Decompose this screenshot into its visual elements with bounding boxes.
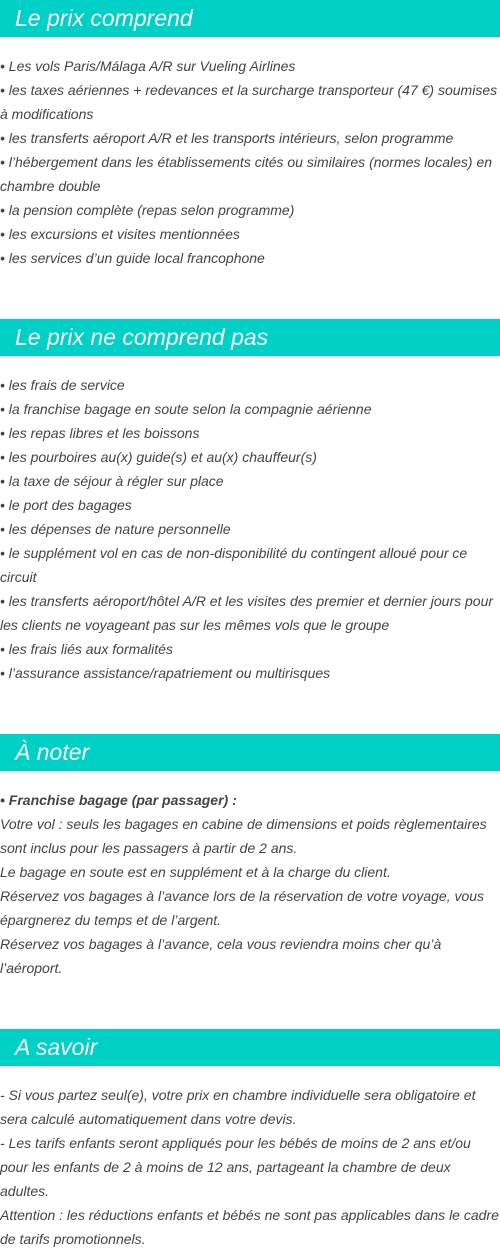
section-body-a-savoir: [0, 1083, 500, 1251]
list-item: • les transferts aéroport/hôtel A/R et les visites des premier et dernier jours pour les clients ne voyageant pas sur les mêmes vols que le groupe: [0, 593, 494, 633]
section-header-a-savoir: A savoir: [0, 1029, 500, 1066]
section-body-prix-ne-comprend-pas: [0, 373, 500, 685]
paragraph: Le bagage en soute est en supplément et à la charge du client.: [0, 864, 391, 880]
list-item: • les frais liés aux formalités: [0, 641, 173, 657]
section-body-a-noter: [0, 788, 500, 980]
franchise-bagage-heading: [0, 788, 500, 812]
list-item: • les frais de service: [0, 377, 125, 393]
list-item: • l’assurance assistance/rapatriement ou multirisques: [0, 665, 331, 681]
list-item: • la taxe de séjour à régler sur place: [0, 473, 224, 489]
section-body-prix-comprend: [0, 54, 500, 270]
list-item: • Les vols Paris/Málaga A/R sur Vueling Airlines: [0, 58, 296, 74]
list-item: • les services d’un guide local francophone: [0, 250, 265, 266]
section-header-prix-ne-comprend-pas: Le prix ne comprend pas: [0, 319, 500, 356]
paragraph: - Les tarifs enfants seront appliqués pour les bébés de moins de 2 ans et/ou pour les enfants de 2 à moins de 12 ans, partageant la chambre de deux adultes.: [0, 1135, 471, 1199]
list-item: • les dépenses de nature personnelle: [0, 521, 231, 537]
list-item: • le supplément vol en cas de non-disponibilité du contingent alloué pour ce circuit: [0, 545, 468, 585]
list-item: • les pourboires au(x) guide(s) et au(x) chauffeur(s): [0, 449, 317, 465]
list-item: • les excursions et visites mentionnées: [0, 226, 240, 242]
franchise-bagage-label: • Franchise bagage (par passager) :: [0, 792, 237, 808]
paragraph: - Si vous partez seul(e), votre prix en chambre individuelle sera obligatoire et sera calculé automatiquement dans votre devis.: [0, 1087, 476, 1127]
paragraph: Attention : les réductions enfants et bébés ne sont pas applicables dans le cadre de tarifs promotionnels.: [0, 1207, 499, 1247]
list-item: • les taxes aériennes + redevances et la surcharge transporteur (47 €) soumises à modifications: [0, 82, 498, 122]
list-item: • les transferts aéroport A/R et les transports intérieurs, selon programme: [0, 130, 454, 146]
list-item: • le port des bagages: [0, 497, 132, 513]
section-header-prix-comprend: Le prix comprend: [0, 0, 500, 37]
list-item: • la franchise bagage en soute selon la compagnie aérienne: [0, 401, 372, 417]
paragraph: Votre vol : seuls les bagages en cabine de dimensions et poids règlementaires sont inclus pour les passagers à partir de 2 ans.: [0, 816, 487, 856]
paragraph: Réservez vos bagages à l’avance, cela vous reviendra moins cher qu’à l’aéroport.: [0, 936, 442, 976]
section-header-a-noter: À noter: [0, 734, 500, 771]
list-item: • l’hébergement dans les établissements cités ou similaires (normes locales) en chambre double: [0, 154, 493, 194]
paragraph: Réservez vos bagages à l’avance lors de la réservation de votre voyage, vous épargnerez du temps et de l’argent.: [0, 888, 485, 928]
list-item: • les repas libres et les boissons: [0, 425, 200, 441]
list-item: • la pension complète (repas selon programme): [0, 202, 295, 218]
